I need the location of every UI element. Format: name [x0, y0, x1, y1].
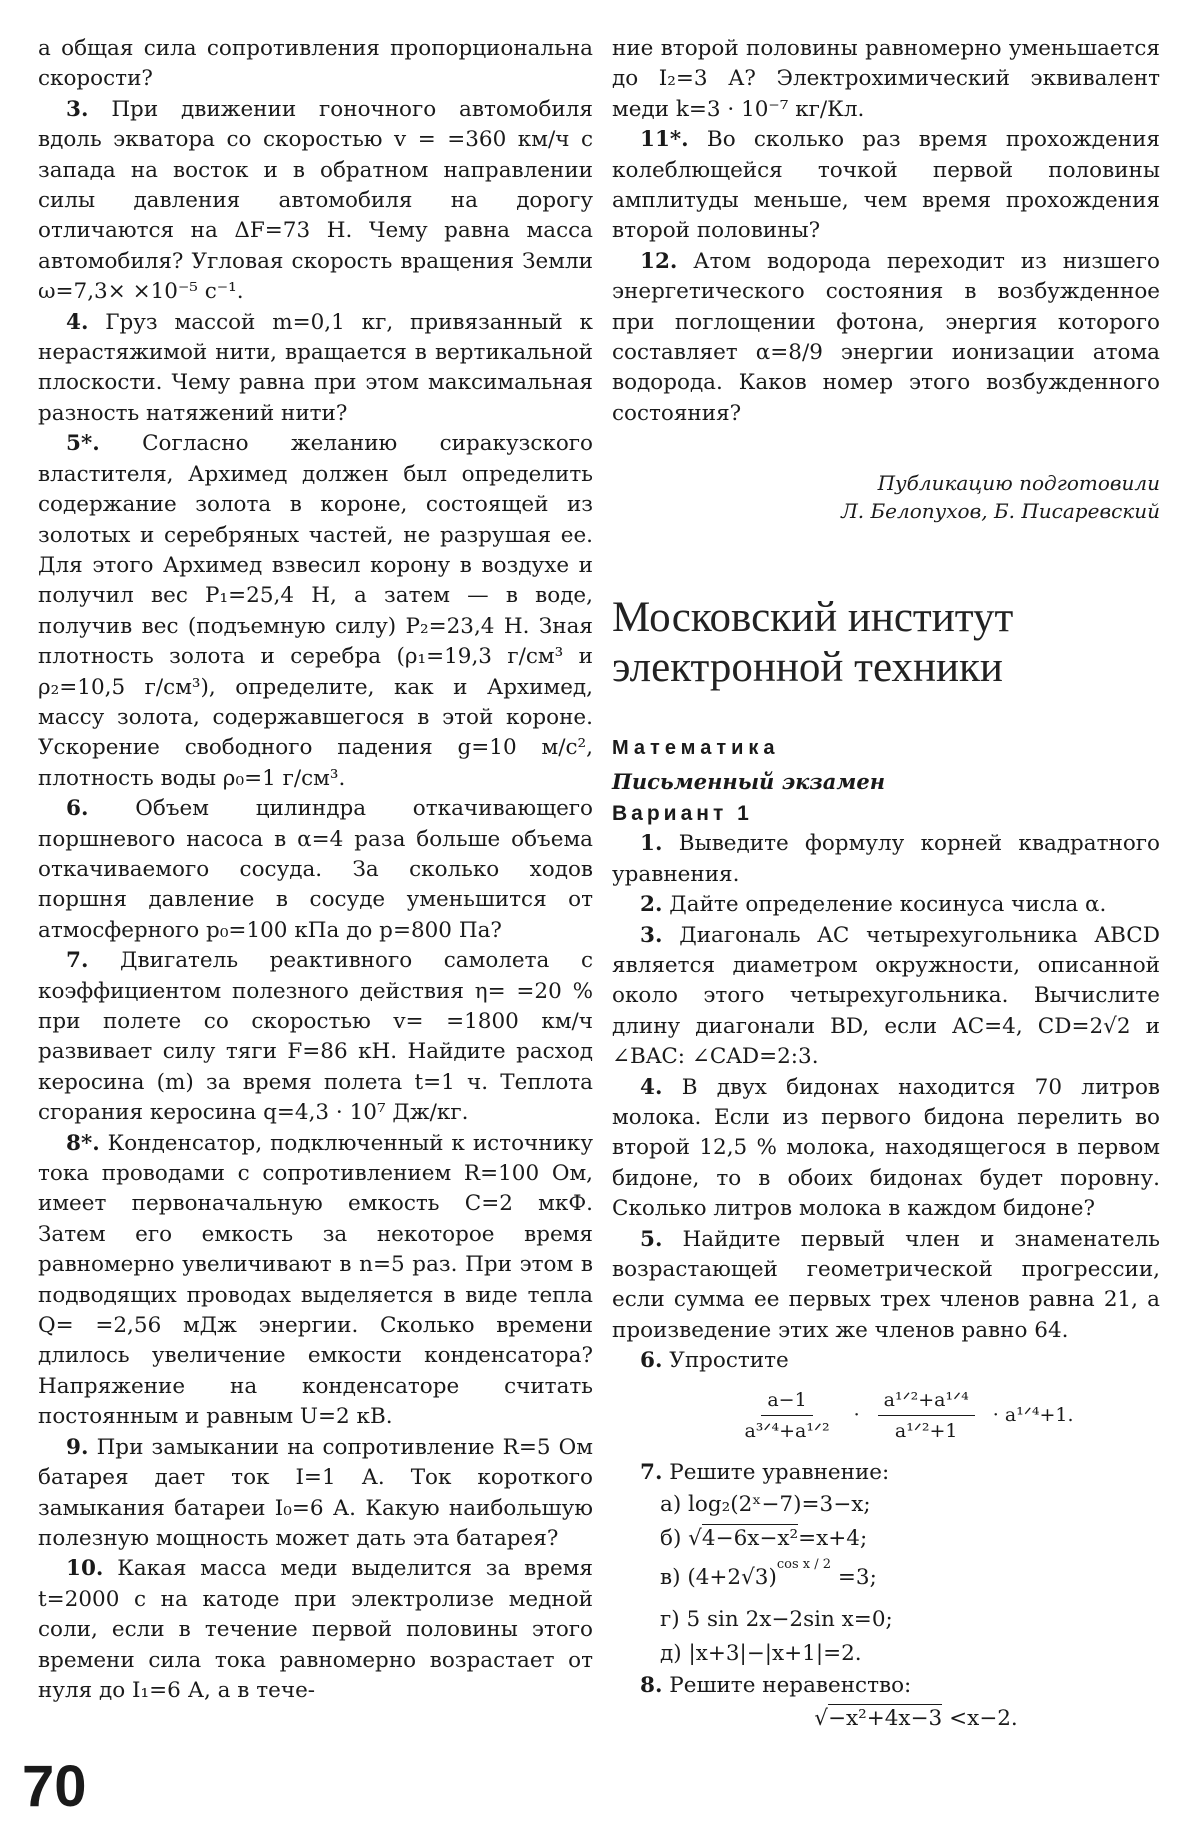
problem-3	[38, 95, 593, 308]
problem-text: Диагональ AC четырехугольника ABCD является диаметром окружности, описанной около этого четырехугольника. Вычислите длину диагонали BD, если AC=4, CD=2√2 и ∠BAC: ∠CAD=2:3.	[612, 922, 1160, 1070]
problem-text: Дайте определение косинуса числа α.	[669, 892, 1107, 918]
problem-number: 6.	[640, 1348, 663, 1374]
problem-number: 7.	[66, 948, 89, 974]
institute-title	[612, 593, 1160, 693]
problem-number: 5.	[640, 1226, 663, 1252]
problem-text: При движении гоночного автомобиля вдоль экватора со скоростью v = =360 км/ч с запада на восток и в обратном направлении силы давления автомобиля на дорогу отличаются на ΔF=73 Н. Чему равна масса автомобиля? Угловая скорость вращения Земли ω=7,3× ×10⁻⁵ с⁻¹.	[38, 96, 593, 305]
problem-5	[38, 429, 593, 794]
math-problem-1	[612, 829, 1160, 890]
problem-2-ending: а общая сила сопротивления пропорциональна скорости?	[38, 36, 593, 92]
fraction-1-numerator: a−1	[761, 1385, 812, 1416]
problem-10-continuation: ние второй половины равномерно уменьшается до I₂=3 А? Электрохимический эквивалент меди k=3 · 10⁻⁷ кг/Кл.	[612, 36, 1160, 122]
institute-title-line1: Московский институт	[612, 594, 1014, 642]
problem-number: 5*.	[66, 431, 100, 457]
problem-number: 3.	[66, 96, 89, 122]
math-problem-2	[612, 890, 1160, 920]
problem-text: Выведите формулу корней квадратного уравнения.	[612, 831, 1160, 887]
left-column	[38, 34, 593, 1706]
problem-number: 4.	[66, 309, 89, 335]
problem-number: 10.	[66, 1556, 104, 1582]
problem-number: 3.	[640, 922, 663, 948]
problem-text: При замыкании на сопротивление R=5 Ом батарея дает ток I=1 А. Ток короткого замыкания батареи I₀=6 А. Какую наибольшую полезную мощность может дать эта батарея?	[38, 1434, 593, 1551]
problem-7	[38, 946, 593, 1128]
math-problem-3	[612, 921, 1160, 1073]
equation-b-radicand: 4−6x−x²	[701, 1526, 799, 1551]
problem-text: Решите уравнение:	[669, 1459, 890, 1485]
fraction-1	[738, 1385, 835, 1446]
credit-line: Публикацию подготовили	[877, 471, 1160, 496]
problem-11	[612, 125, 1160, 247]
equation-c-exponent: cos x / 2	[776, 1557, 832, 1572]
problem-number: 9.	[66, 1434, 89, 1460]
equation-a: а) log₂(2ˣ−7)=3−x;	[660, 1492, 871, 1517]
equation-d: г) 5 sin 2x−2sin x=0;	[660, 1607, 893, 1632]
problem-number: 8*.	[66, 1130, 100, 1156]
problem-number: 2.	[640, 892, 663, 918]
fraction-2-numerator: a¹ᐟ²+a¹ᐟ⁴	[878, 1385, 975, 1416]
problem-text: В двух бидонах находится 70 литров молока. Если из первого бидона перелить во второй 12,5 % молока, находящегося в первом бидоне, то в обоих бидонах будет поровну. Сколько литров молока в каждом бидоне?	[612, 1074, 1160, 1222]
inequality	[672, 1701, 1160, 1737]
page-number: 70	[22, 1754, 87, 1819]
publication-credit	[612, 469, 1160, 525]
inequality-radicand: −x²+4x−3	[827, 1706, 943, 1732]
variant-heading: Вариант 1	[612, 802, 753, 826]
problem-text: Решите неравенство:	[669, 1673, 912, 1698]
math-problem-8	[612, 1671, 1160, 1701]
multiply-dot: ·	[853, 1404, 860, 1427]
problem-number: 11*.	[640, 127, 689, 153]
institute-title-line2: электронной техники	[612, 644, 1003, 692]
problem-text: Найдите первый член и знаменатель возрастающей геометрической прогрессии, если сумма ее первых трех членов равна 21, а произведение этих же членов равно 64.	[612, 1226, 1160, 1343]
equation-c	[660, 1556, 1160, 1603]
equation-b-prefix: б) √	[660, 1526, 702, 1551]
problem-text: Груз массой m=0,1 кг, привязанный к нерастяжимой нити, вращается в вертикальной плоскости. Чему равна при этом максимальная разность натяжений нити?	[38, 309, 593, 426]
subject-heading: Математика	[612, 737, 780, 760]
problem-12	[612, 247, 1160, 429]
equation-b	[660, 1522, 1160, 1556]
problem-number: 4.	[640, 1074, 663, 1100]
simplify-expression	[652, 1385, 1160, 1446]
math-problem-6	[612, 1346, 1160, 1376]
problem-text: Двигатель реактивного самолета с коэффициентом полезного действия η= =20 % при полете со скоростью v= =1800 км/ч развивает силу тяги F=86 кН. Найдите расход керосина (m) за время полета t=1 ч. Теплота сгорания керосина q=4,3 · 10⁷ Дж/кг.	[38, 948, 593, 1126]
equation-b-rhs: =x+4;	[798, 1526, 868, 1551]
fraction-1-denominator: a³ᐟ⁴+a¹ᐟ²	[744, 1419, 830, 1442]
problem-9	[38, 1433, 593, 1555]
problem-text: Объем цилиндра откачивающего поршневого насоса в α=4 раза больше объема откачиваемого сосуда. За сколько ходов поршня давление в сосуде уменьшится от атмосферного p₀=100 кПа до p=800 Па?	[38, 796, 594, 943]
problem-number: 1.	[640, 831, 663, 857]
problem-text: Упростите	[669, 1348, 789, 1374]
problem-number: 8.	[640, 1673, 663, 1698]
exam-type-heading: Письменный экзамен	[612, 769, 886, 795]
math-problem-5	[612, 1225, 1160, 1347]
problem-text: Конденсатор, подключенный к источнику тока проводами с сопротивлением R=100 Ом, имеет первоначальную емкость C=2 мкФ. Затем его емкость за некоторое время равномерно увеличивают в n=5 раз. При этом в подводящих проводах выделяется в виде тепла Q= =2,56 мДж энергии. Сколько времени длилось увеличение емкости конденсатора? Напряжение на конденсаторе считать постоянным и равным U=2 кВ.	[38, 1130, 593, 1430]
problem-number: 7.	[640, 1459, 663, 1485]
math-problem-7	[612, 1458, 1160, 1488]
problem-text: Согласно желанию сиракузского властителя, Архимед должен был определить содержание золота в короне, состоящей из золотых и серебряных частей, не разрушая ее. Для этого Архимед взвесил корону в воздухе и получил вес P₁=25,4 Н, а затем — в воде, получив вес (подъемную силу) P₂=23,4 Н. Зная плотность золота и серебра (ρ₁=19,3 г/см³ и ρ₂=10,5 г/см³), определите, как и Архимед, массу золота, содержавшегося в этой короне. Ускорение свободного падения g=10 м/с², плотность воды ρ₀=1 г/см³.	[38, 431, 594, 791]
problem-6	[38, 794, 593, 946]
fraction-2	[878, 1385, 975, 1446]
equation-c-base: в) (4+2√3)	[660, 1565, 777, 1590]
math-problem-4	[612, 1073, 1160, 1225]
inequality-rhs: <x−2.	[949, 1706, 1018, 1732]
expression-tail: · a¹ᐟ⁴+1.	[992, 1404, 1074, 1427]
problem-4	[38, 308, 593, 430]
problem-number: 6.	[66, 796, 89, 822]
problem-8	[38, 1129, 593, 1433]
equation-e: д) |x+3|−|x+1|=2.	[660, 1641, 862, 1666]
problem-number: 12.	[640, 248, 678, 274]
equation-c-rhs: =3;	[837, 1565, 877, 1590]
problem-text: Какая масса меди выделится за время t=2000 с на катоде при электролизе медной соли, если в течение первой половины этого времени сила тока равномерно возрастает от нуля до I₁=6 А, а в тече-	[38, 1556, 593, 1703]
problem-text: Во сколько раз время прохождения колеблющейся точкой первой половины амплитуды меньше, чем время прохождения второй половины?	[612, 127, 1160, 244]
fraction-2-denominator: a¹ᐟ²+1	[894, 1419, 958, 1442]
problem-text: Атом водорода переходит из низшего энергетического состояния в возбужденное при поглощении фотона, энергия которого составляет α=8/9 энергии ионизации атома водорода. Каков номер этого возбужденного состояния?	[612, 248, 1161, 426]
problem-10	[38, 1554, 593, 1706]
inequality-root-sign: √	[814, 1706, 828, 1732]
right-column	[612, 34, 1160, 1737]
credit-authors: Л. Белопухов, Б. Писаревский	[841, 499, 1160, 524]
